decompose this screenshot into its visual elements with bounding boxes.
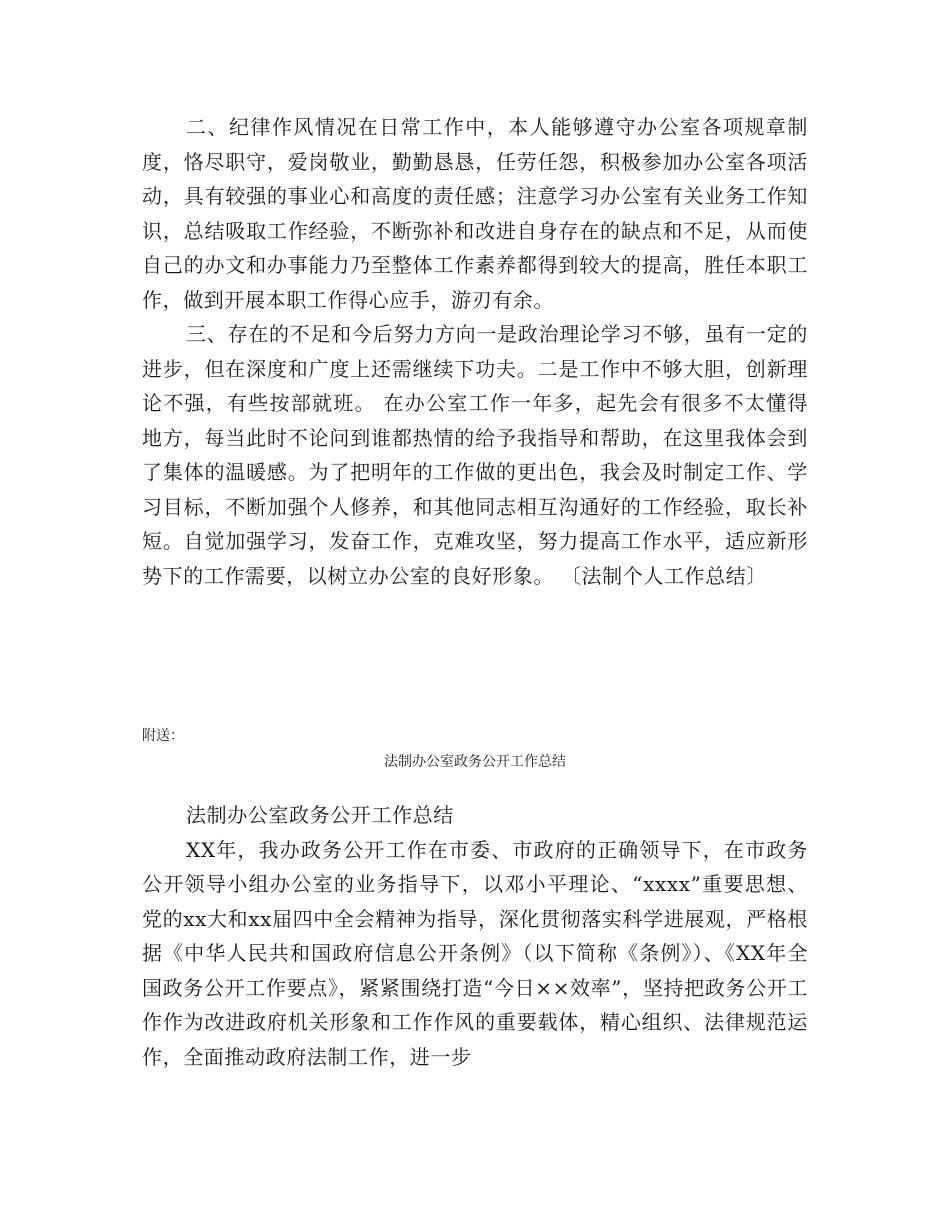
section-summary-body <box>142 110 808 593</box>
attachment-heading: 法制办公室政务公开工作总结 <box>186 803 454 827</box>
paragraph-discipline: 二、纪律作风情况在日常工作中，本人能够遵守办公室各项规章制度，恪尽职守，爱岗敬业，勤勤恳恳，任劳任怨，积极参加办公室各项活动，具有较强的事业心和高度的责任感；注意学习办公室有关业务工作知识，总结吸取工作经验，不断弥补和改进自身存在的缺点和不足，从而使自己的办文和办事能力乃至整体工作素养都得到较大的提高，胜任本职工作，做到开展本职工作得心应手，游刃有余。 <box>142 115 808 312</box>
section-attachment-body <box>142 798 808 1074</box>
paragraph-shortcomings: 三、存在的不足和今后努力方向一是政治理论学习不够，虽有一定的进步，但在深度和广度上还需继续下功夫。二是工作中不够大胆，创新理论不强，有些按部就班。 在办公室工作一年多，起先会有很多不太懂得地方，每当此时不论问到谁都热情的给予我指导和帮助，在这里我体会到了集体的温暖感。为了把明年的工作做的更出色，我会及时制定工作、学习目标，不断加强个人修养，和其他同志相互沟通好的工作经验，取长补短。自觉加强学习，发奋工作，克难攻坚，努力提高工作水平，适应新形势下的工作需要，以树立办公室的良好形象。 〔法制个人工作总结〕 <box>142 322 808 588</box>
attachment-label: 附送： <box>142 728 184 744</box>
attachment-title: 法制办公室政务公开工作总结 <box>384 754 566 770</box>
paragraph-disclosure-intro: XX年，我办政务公开工作在市委、市政府的正确领导下，在市政务公开领导小组办公室的业务指导下，以邓小平理论、“xxxx”重要思想、党的xx大和xx届四中全会精神为指导，深化贯彻落实科学进展观，严格根据《中华人民共和国政府信息公开条例》（以下简称《条例》）、《XX年全国政务公开工作要点》，紧紧围绕打造“今日××效率”，坚持把政务公开工作作为改进政府机关形象和工作作风的重要载体，精心组织、法律规范运作，全面推动政府法制工作，进一步 <box>142 837 808 1069</box>
